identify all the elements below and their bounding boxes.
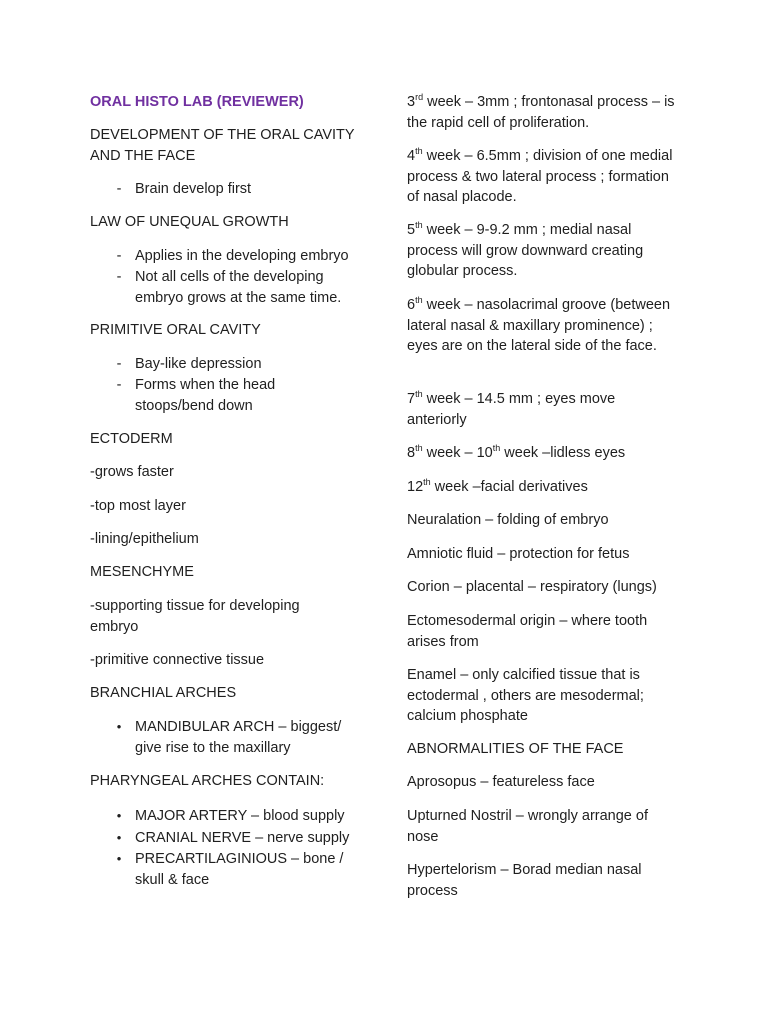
list-item-text: Bay-like depression xyxy=(135,356,262,372)
document-title: ORAL HISTO LAB (REVIEWER) xyxy=(90,94,304,110)
bullet-marker: • xyxy=(116,851,122,866)
upturned-nostril-note: Upturned Nostril – wrongly arrange of nose xyxy=(407,808,648,845)
ectoderm-line: -lining/epithelium xyxy=(90,531,199,547)
bullet-marker: • xyxy=(116,808,122,823)
bullet-marker: • xyxy=(116,719,122,734)
list-item-text: PRECARTILAGINIOUS – bone / skull & face xyxy=(135,851,344,888)
list-item-text: Not all cells of the developing embryo grows at the same time. xyxy=(135,269,342,306)
week-3-note: 3rd week – 3mm ; frontonasal process – is the rapid cell of proliferation. xyxy=(407,92,675,131)
dash-marker: - xyxy=(116,248,122,264)
week-8-note: 8th week – 10th week –lidless eyes xyxy=(407,443,626,461)
week-12-note: 12th week –facial derivatives xyxy=(407,477,588,495)
enamel-note: Enamel – only calcified tissue that is ectodermal , others are mesodermal; calcium phosphate xyxy=(407,667,644,724)
dash-marker: - xyxy=(116,377,122,393)
list-item-text: Applies in the developing embryo xyxy=(135,248,349,264)
mesenchyme-heading: MESENCHYME xyxy=(90,564,194,580)
ectoderm-line: -top most layer xyxy=(90,498,186,514)
aprosopus-note: Aprosopus – featureless face xyxy=(407,774,595,790)
mesenchyme-line: -primitive connective tissue xyxy=(90,652,265,668)
hypertelorism-note: Hypertelorism – Borad median nasal process xyxy=(407,862,642,899)
list-item-text: MAJOR ARTERY – blood supply xyxy=(135,808,345,824)
list-item-text: Brain develop first xyxy=(135,181,252,197)
dash-marker: - xyxy=(116,269,122,285)
list-item-text: MANDIBULAR ARCH – biggest/ give rise to the maxillary xyxy=(135,719,342,756)
mesenchyme-line: -supporting tissue for developing embryo xyxy=(90,598,300,635)
abnormalities-heading: ABNORMALITIES OF THE FACE xyxy=(407,741,624,757)
branchial-heading: BRANCHIAL ARCHES xyxy=(90,685,237,701)
week-7-note: 7th week – 14.5 mm ; eyes move anteriorly xyxy=(407,389,616,428)
neuralation-note: Neuralation – folding of embryo xyxy=(407,512,609,528)
law-heading: LAW OF UNEQUAL GROWTH xyxy=(90,214,289,230)
list-item-text: Forms when the head stoops/bend down xyxy=(135,377,276,414)
list-item-text: CRANIAL NERVE – nerve supply xyxy=(135,830,350,846)
amniotic-note: Amniotic fluid – protection for fetus xyxy=(407,546,630,562)
dev-heading: DEVELOPMENT OF THE ORAL CAVITY AND THE FACE xyxy=(90,127,355,164)
ectoderm-heading: ECTODERM xyxy=(90,431,173,447)
week-5-note: 5th week – 9-9.2 mm ; medial nasal process will grow downward creating globular process. xyxy=(407,220,644,279)
ectomesodermal-note: Ectomesodermal origin – where tooth arises from xyxy=(407,613,648,650)
bullet-marker: • xyxy=(116,830,122,845)
week-4-note: 4th week – 6.5mm ; division of one medial process & two lateral process ; formation of nasal placode. xyxy=(407,146,673,205)
dash-marker: - xyxy=(116,356,122,372)
corion-note: Corion – placental – respiratory (lungs) xyxy=(407,579,657,595)
primitive-heading: PRIMITIVE ORAL CAVITY xyxy=(90,322,261,338)
ectoderm-line: -grows faster xyxy=(90,464,174,480)
dash-marker: - xyxy=(116,181,122,197)
pharyngeal-heading: PHARYNGEAL ARCHES CONTAIN: xyxy=(90,773,325,789)
week-6-note: 6th week – nasolacrimal groove (between lateral nasal & maxillary prominence) ; eyes are on the lateral side of the face. xyxy=(407,295,671,354)
